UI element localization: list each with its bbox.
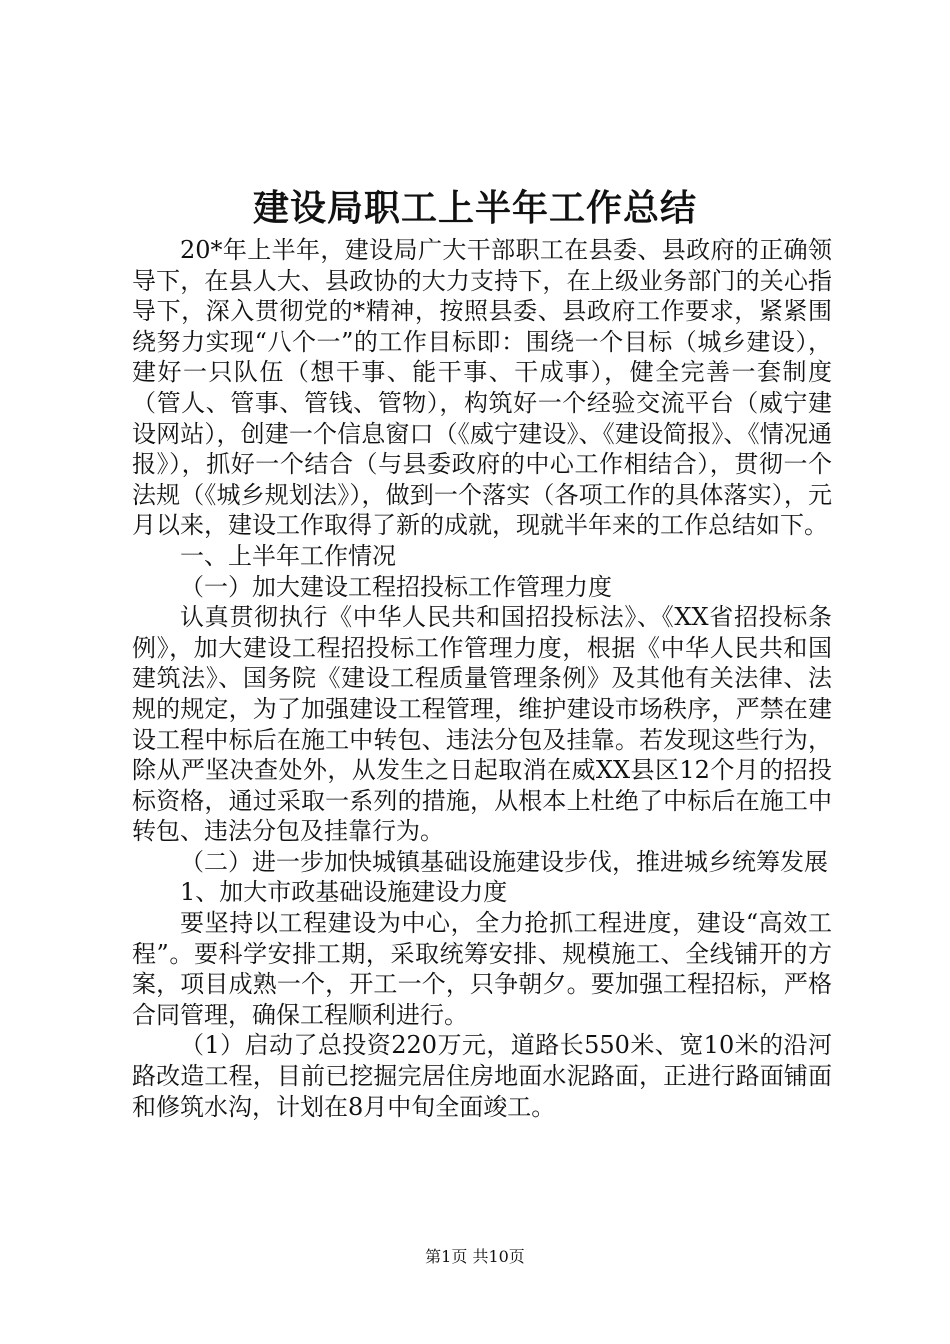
document-body xyxy=(132,235,832,1122)
subsection-heading-2: （二）进一步加快城镇基础设施建设步伐，推进城乡统筹发展 xyxy=(180,847,828,876)
subsection-heading-1: （一）加大建设工程招投标工作管理力度 xyxy=(180,572,612,601)
item-heading-1: 1、加大市政基础设施建设力度 xyxy=(180,878,508,907)
section-heading-1: 一、上半年工作情况 xyxy=(180,541,396,570)
document-title: 建设局职工上半年工作总结 xyxy=(252,187,697,229)
page-footer: 第1页 共10页 xyxy=(425,1247,525,1266)
paragraph-infrastructure: 要坚持以工程建设为中心，全力抢抓工程进度，建设“高效工程”。要科学安排工期，采取统筹安排、规模施工、全线铺开的方案，项目成熟一个，开工一个，只争朝夕。要加强工程招标，严格合同管理，确保工程顺利进行。 xyxy=(132,909,832,1029)
paragraph-intro: 20*年上半年，建设局广大干部职工在县委、县政府的正确领导下，在县人大、县政协的大力支持下，在上级业务部门的关心指导下，深入贯彻党的*精神，按照县委、县政府工作要求，紧紧围绕努力实现“八个一”的工作目标即：围绕一个目标（城乡建设），建好一只队伍（想干事、能干事、干成事），健全完善一套制度（管人、管事、管钱、管物），构筑好一个经验交流平台（威宁建设网站），创建一个信息窗口（《威宁建设》、《建设简报》、《情况通报》），抓好一个结合（与县委政府的中心工作相结合），贯彻一个法规（《城乡规划法》），做到一个落实（各项工作的具体落实），元月以来，建设工作取得了新的成就，现就半年来的工作总结如下。 xyxy=(132,236,832,540)
paragraph-road-project: （1）启动了总投资220万元，道路长550米、宽10米的沿河路改造工程，目前已挖掘完居住房地面水泥路面，正进行路面铺面和修筑水沟，计划在8月中旬全面竣工。 xyxy=(132,1031,832,1121)
paragraph-bidding: 认真贯彻执行《中华人民共和国招投标法》、《XX省招投标条例》，加大建设工程招投标工作管理力度，根据《中华人民共和国建筑法》、国务院《建设工程质量管理条例》及其他有关法律、法规的规定，为了加强建设工程管理，维护建设市场秩序，严禁在建设工程中标后在施工中转包、违法分包及挂靠。若发现这些行为，除从严坚决查处外，从发生之日起取消在威XX县区12个月的招投标资格，通过采取一系列的措施，从根本上杜绝了中标后在施工中转包、违法分包及挂靠行为。 xyxy=(132,603,832,846)
